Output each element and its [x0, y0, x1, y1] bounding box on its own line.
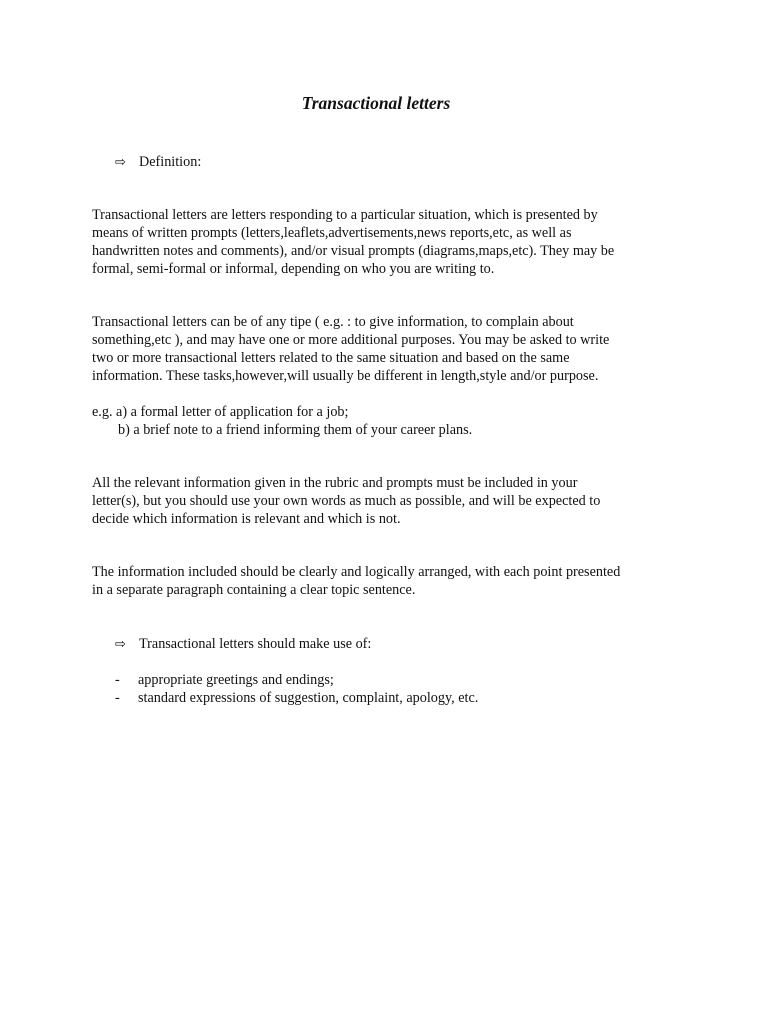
paragraph-line: information. These tasks,however,will usually be different in length,style and/or purpose.: [92, 368, 599, 384]
right-arrow-outline-icon: ⇨: [115, 155, 126, 170]
list-item: [115, 671, 334, 689]
paragraph-line: something,etc ), and may have one or more additional purposes. You may be asked to write: [92, 332, 610, 348]
paragraph-line: Transactional letters are letters responding to a particular situation, which is presented by: [92, 207, 598, 223]
definition-bullet: [115, 153, 201, 172]
paragraph-line: Transactional letters can be of any tipe ( e.g. : to give information, to complain about: [92, 314, 574, 330]
definition-label: Definition:: [139, 154, 202, 170]
example-b: b) a brief note to a friend informing them of your career plans.: [118, 422, 473, 438]
dash-marker: -: [115, 672, 120, 688]
paragraph-line: The information included should be clearly and logically arranged, with each point presented: [92, 564, 621, 580]
paragraph-line: in a separate paragraph containing a clear topic sentence.: [92, 582, 416, 598]
list-item-text: standard expressions of suggestion, complaint, apology, etc.: [138, 690, 479, 706]
paragraph-arrangement: [92, 563, 682, 599]
paragraph-types: [92, 313, 682, 385]
paragraph-relevant-info: [92, 474, 682, 528]
paragraph-definition: [92, 206, 682, 278]
paragraph-line: formal, semi-formal or informal, depending on who you are writing to.: [92, 261, 495, 277]
usage-label: Transactional letters should make use of:: [139, 636, 372, 652]
paragraph-line: means of written prompts (letters,leaflets,advertisements,news reports,etc, as well as: [92, 225, 572, 241]
paragraph-line: letter(s), but you should use your own words as much as possible, and will be expected to: [92, 493, 601, 509]
paragraph-line: All the relevant information given in the rubric and prompts must be included in your: [92, 475, 578, 491]
usage-bullet: [115, 635, 371, 654]
paragraph-line: handwritten notes and comments), and/or visual prompts (diagrams,maps,etc). They may be: [92, 243, 615, 259]
dash-marker: -: [115, 690, 120, 706]
document-title: Transactional letters: [301, 93, 451, 113]
list-item: [115, 689, 478, 707]
list-item-text: appropriate greetings and endings;: [138, 672, 334, 688]
example-a: e.g. a) a formal letter of application for a job;: [92, 404, 349, 420]
paragraph-line: decide which information is relevant and which is not.: [92, 511, 401, 527]
paragraph-line: two or more transactional letters related to the same situation and based on the same: [92, 350, 570, 366]
right-arrow-outline-icon: ⇨: [115, 637, 126, 652]
